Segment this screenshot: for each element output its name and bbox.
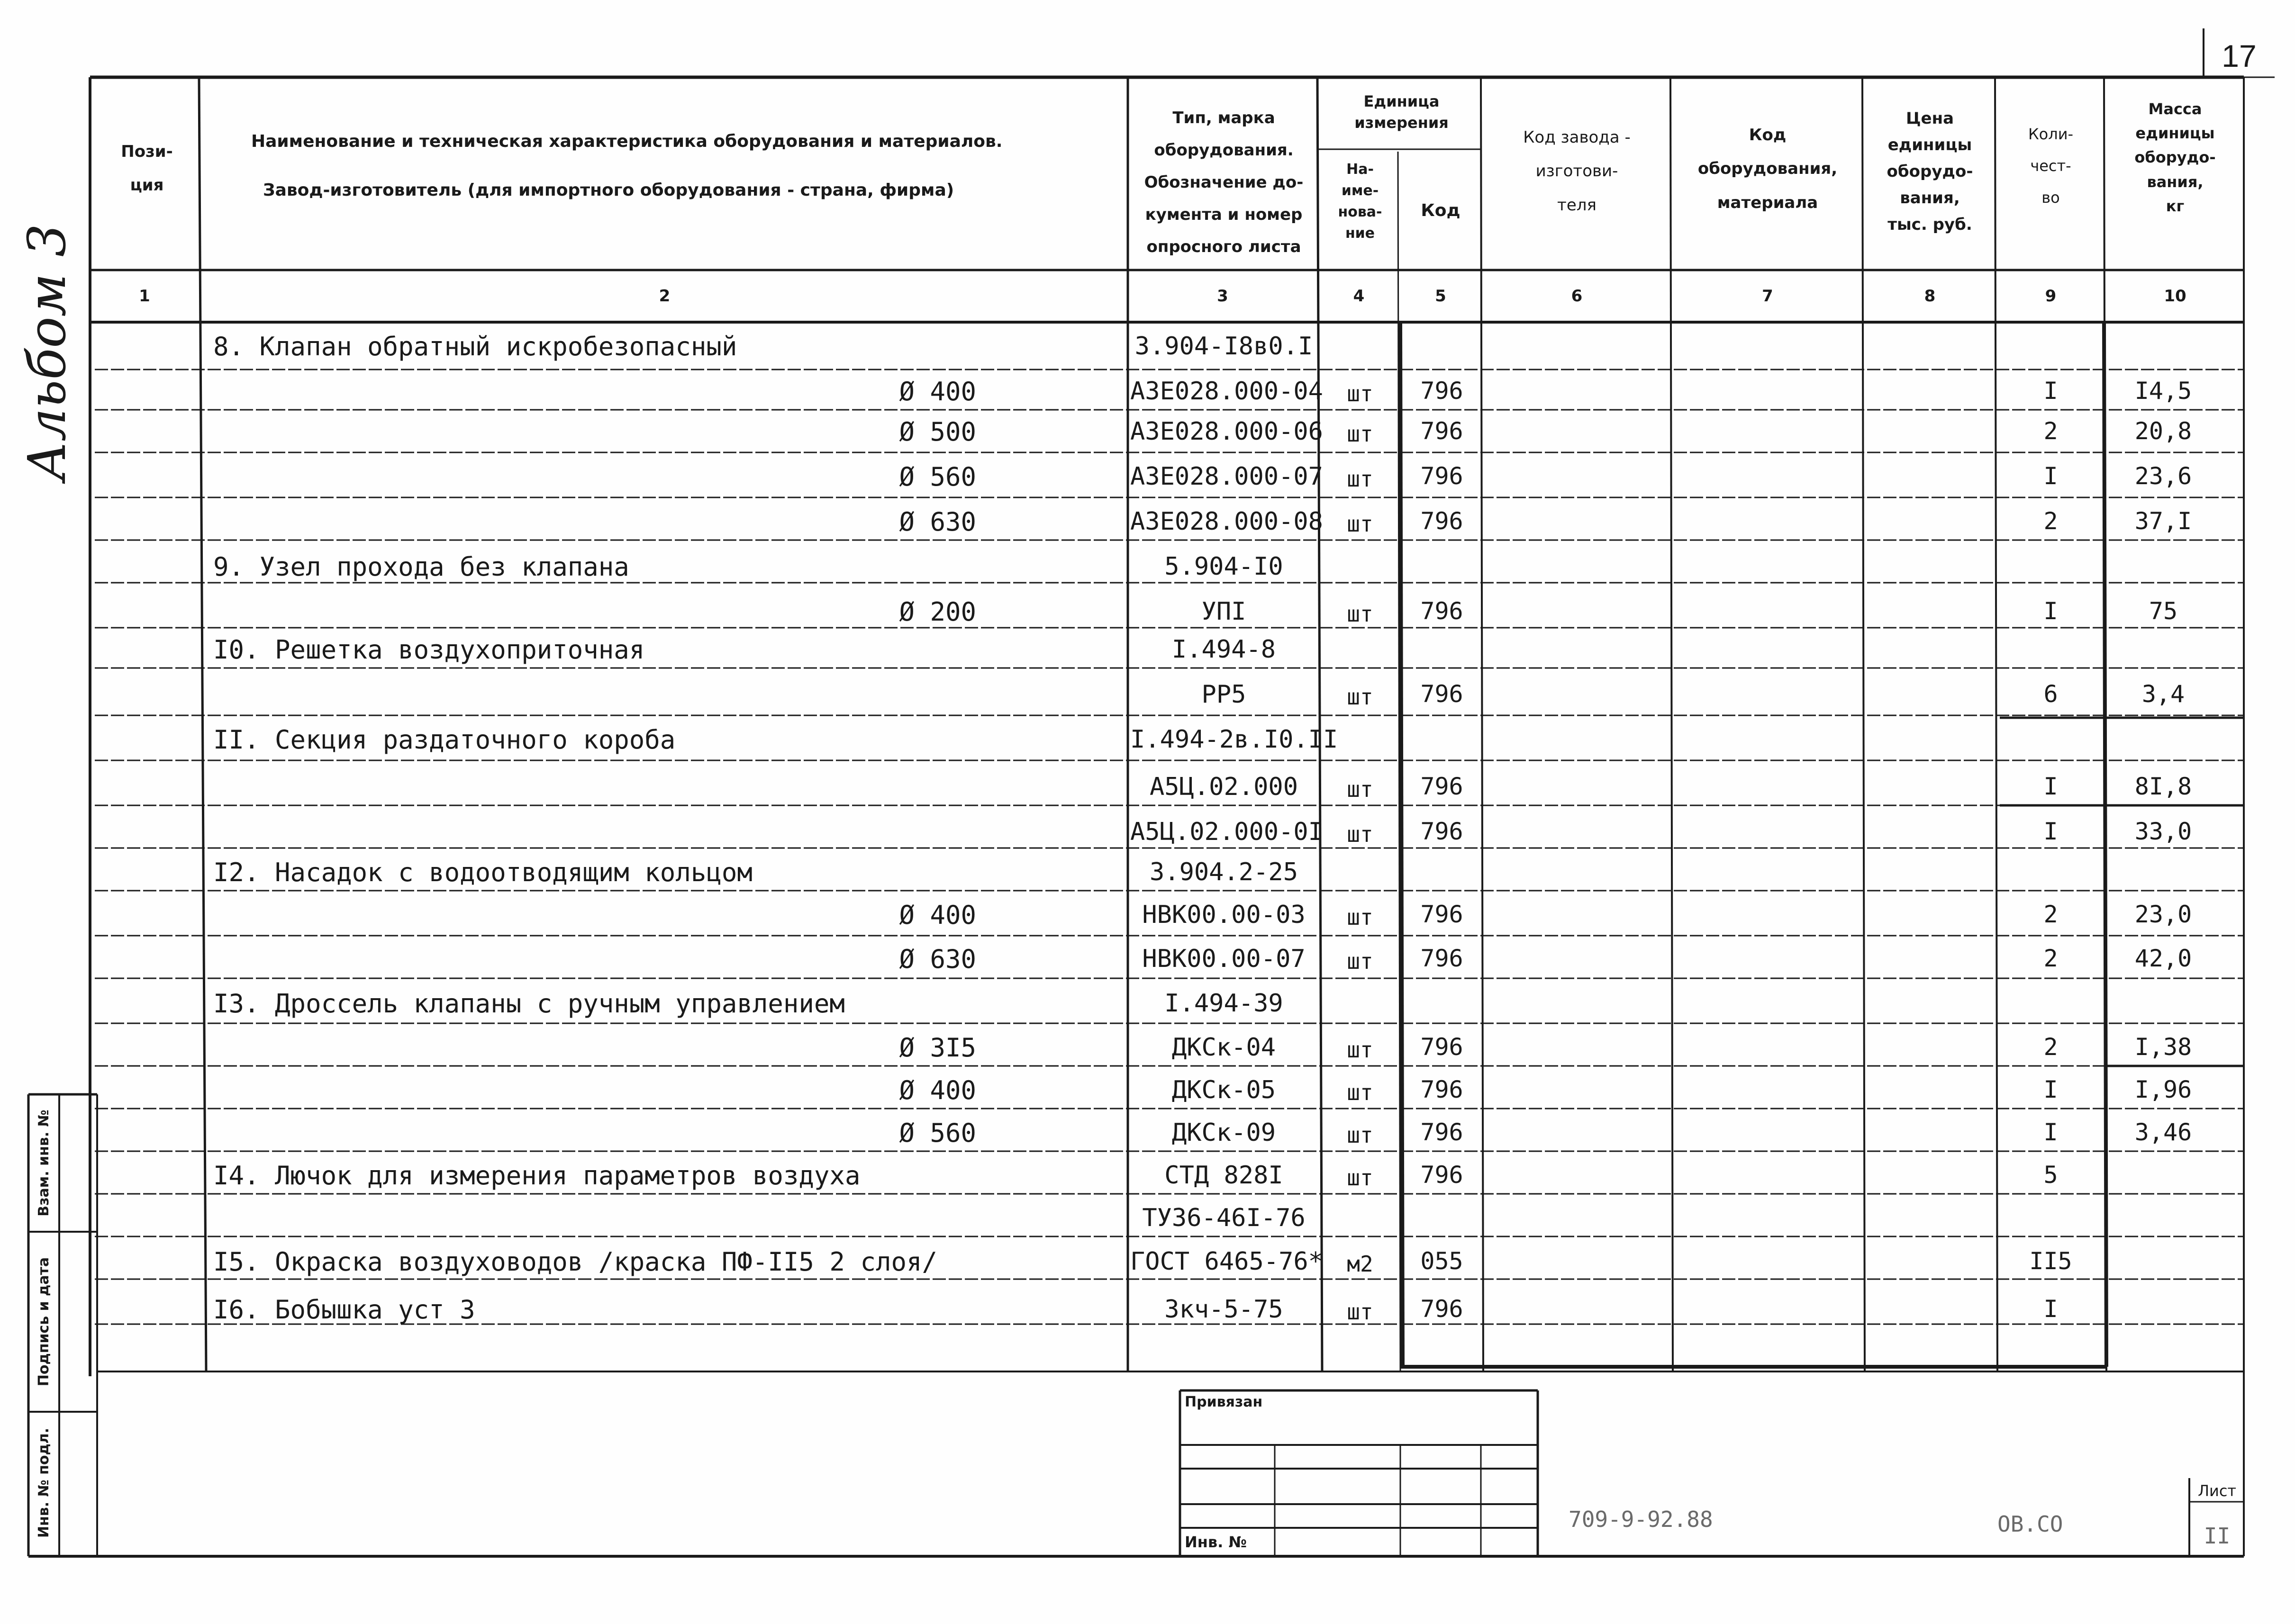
- row-quantity: I: [2043, 773, 2058, 800]
- row-unit-name: шт: [1347, 511, 1373, 537]
- row-diameter: Ø 560: [899, 1118, 976, 1148]
- title-block-doc-code: 709-9-92.88: [1569, 1507, 1713, 1532]
- row-type-mark: НВК00.00-03: [1142, 901, 1306, 929]
- row-unit-code: 796: [1420, 462, 1463, 490]
- row-type-mark: 3.904-I8в0.I: [1134, 332, 1313, 361]
- row-unit-code: 796: [1420, 901, 1463, 928]
- header-name-line1: Наименование и техническая характеристика оборудования и материалов.: [251, 132, 1003, 151]
- row-diameter: Ø 630: [899, 507, 976, 537]
- row-unit-mass: 23,6: [2134, 462, 2192, 490]
- row-diameter: Ø 400: [899, 900, 976, 930]
- col-number-5: 5: [1435, 287, 1446, 306]
- col-number-3: 3: [1217, 287, 1228, 306]
- row-diameter: Ø 400: [899, 1075, 976, 1105]
- row-type-mark: А5Ц.02.000-0I: [1130, 818, 1323, 846]
- row-quantity: I: [2043, 462, 2058, 490]
- row-unit-code: 796: [1420, 1076, 1463, 1103]
- row-quantity: 2: [2043, 901, 2058, 928]
- row-quantity: 6: [2043, 680, 2058, 708]
- row-unit-name: шт: [1347, 1165, 1373, 1191]
- title-block-section: ОВ.СО: [1997, 1511, 2063, 1537]
- row-unit-mass: I,38: [2134, 1033, 2192, 1061]
- row-type-mark: I.494-39: [1164, 989, 1283, 1018]
- album-label: Альбом 3: [17, 224, 77, 481]
- row-unit-code: 796: [1420, 1119, 1463, 1146]
- title-block-inv-label: Инв. №: [1185, 1533, 1247, 1551]
- row-diameter: Ø 500: [899, 417, 976, 447]
- side-stamp-replace-inv: Взам. инв. №: [36, 1110, 52, 1217]
- row-unit-name: шт: [1347, 776, 1373, 802]
- row-type-mark: А3Е028.000-08: [1130, 507, 1323, 536]
- title-block-bound-label: Привязан: [1185, 1394, 1263, 1410]
- row-unit-name: шт: [1347, 948, 1373, 974]
- row-quantity: I: [2043, 597, 2058, 625]
- col-number-4: 4: [1353, 287, 1365, 306]
- row-item-name: I4. Лючок для измерения параметров воздуха: [213, 1161, 861, 1191]
- header-quantity: Коли- чест- во: [2028, 125, 2074, 207]
- col-number-7: 7: [1762, 287, 1773, 306]
- col-number-2: 2: [659, 287, 671, 306]
- row-unit-name: шт: [1347, 684, 1373, 710]
- row-item-name: I0. Решетка воздухоприточная: [213, 635, 645, 665]
- row-unit-mass: 37,I: [2134, 507, 2192, 535]
- title-block-sheet-label: Лист: [2197, 1482, 2237, 1500]
- row-type-mark: А3Е028.000-04: [1130, 377, 1323, 406]
- row-unit-code: 796: [1420, 377, 1463, 405]
- row-unit-mass: 42,0: [2134, 945, 2192, 972]
- row-unit-name: шт: [1347, 821, 1373, 847]
- row-unit-code: 796: [1420, 1033, 1463, 1061]
- row-quantity: 5: [2043, 1161, 2058, 1189]
- row-unit-code: 055: [1420, 1247, 1463, 1275]
- row-item-name: I6. Бобышка уст 3: [213, 1295, 475, 1325]
- title-block-sheet-number: II: [2204, 1523, 2231, 1549]
- row-type-mark: ДКСк-09: [1171, 1119, 1276, 1147]
- row-unit-mass: I4,5: [2134, 377, 2192, 405]
- row-item-name: I2. Насадок с водоотводящим кольцом: [213, 857, 753, 887]
- row-unit-name: шт: [1347, 466, 1373, 492]
- header-equipment-code: Код оборудования, материала: [1697, 126, 1838, 212]
- page-number: 17: [2222, 38, 2257, 73]
- row-type-mark: СТД 828I: [1164, 1161, 1283, 1190]
- row-unit-name: шт: [1347, 1299, 1373, 1325]
- row-unit-name: шт: [1347, 1080, 1373, 1105]
- row-unit-mass: 33,0: [2134, 818, 2192, 845]
- row-unit-name: м2: [1347, 1251, 1373, 1277]
- row-unit-mass: 3,46: [2134, 1119, 2192, 1146]
- row-unit-name: шт: [1347, 601, 1373, 627]
- row-unit-mass: 23,0: [2134, 901, 2192, 928]
- row-item-name: 8. Клапан обратный искробезопасный: [213, 332, 737, 361]
- row-type-mark: РР5: [1201, 680, 1246, 709]
- row-diameter: Ø 200: [899, 597, 976, 627]
- row-unit-name: шт: [1347, 904, 1373, 930]
- row-quantity: I: [2043, 377, 2058, 405]
- row-type-mark: 5.904-I0: [1164, 552, 1283, 581]
- row-quantity: I: [2043, 818, 2058, 845]
- row-type-mark: А3Е028.000-07: [1130, 462, 1323, 491]
- row-type-mark: ТУ36-46I-76: [1142, 1204, 1306, 1232]
- header-unit-code: Код: [1421, 201, 1460, 220]
- row-diameter: Ø 630: [899, 944, 976, 974]
- row-unit-code: 796: [1420, 680, 1463, 708]
- header-type: Тип, марка оборудования. Обозначение до- кумента и номер опросного листа: [1144, 108, 1304, 256]
- row-unit-mass: 3,4: [2141, 680, 2185, 708]
- row-unit-code: 796: [1420, 818, 1463, 845]
- header-unit-price: Цена единицы оборудо- вания, тыс. руб.: [1887, 109, 1973, 235]
- row-unit-code: 796: [1420, 597, 1463, 625]
- row-item-name: I3. Дроссель клапаны с ручным управлением: [213, 989, 845, 1019]
- row-type-mark: ГОСТ 6465-76*: [1130, 1247, 1323, 1276]
- row-type-mark: 3кч-5-75: [1164, 1295, 1283, 1324]
- row-type-mark: ДКСк-05: [1171, 1076, 1276, 1104]
- side-stamp-inv-original: Инв. № подл.: [36, 1427, 52, 1538]
- header-unit-mass: Масса единицы оборудо- вания, кг: [2134, 100, 2216, 215]
- row-unit-code: 796: [1420, 773, 1463, 800]
- col-number-10: 10: [2164, 287, 2186, 306]
- row-item-name: I5. Окраска воздуховодов /краска ПФ-II5 2 слоя/: [213, 1247, 938, 1277]
- row-type-mark: А5Ц.02.000: [1149, 773, 1298, 801]
- row-unit-code: 796: [1420, 1295, 1463, 1323]
- row-item-name: 9. Узел прохода без клапана: [213, 552, 629, 582]
- row-diameter: Ø 560: [899, 462, 976, 492]
- row-unit-name: шт: [1347, 1037, 1373, 1063]
- row-unit-code: 796: [1420, 945, 1463, 972]
- row-type-mark: I.494-8: [1171, 635, 1276, 664]
- row-type-mark: УПI: [1201, 597, 1246, 626]
- row-type-mark: 3.904.2-25: [1149, 858, 1298, 886]
- row-quantity: 2: [2043, 417, 2058, 445]
- row-type-mark: НВК00.00-07: [1142, 945, 1306, 973]
- col-number-9: 9: [2045, 287, 2057, 306]
- row-diameter: Ø 400: [899, 377, 976, 406]
- header-unit-group: Единица измерения: [1354, 92, 1449, 132]
- header-name-line2: Завод-изготовитель (для импортного оборудования - страна, фирма): [263, 180, 954, 200]
- row-quantity: II5: [2029, 1247, 2072, 1275]
- row-type-mark: ДКСк-04: [1171, 1033, 1276, 1062]
- row-diameter: Ø 3I5: [899, 1033, 976, 1063]
- row-unit-name: шт: [1347, 1122, 1373, 1148]
- row-type-mark: А3Е028.000-06: [1130, 417, 1323, 446]
- header-position: Пози- ция: [121, 142, 173, 195]
- row-unit-mass: I,96: [2134, 1076, 2192, 1103]
- row-quantity: 2: [2043, 1033, 2058, 1061]
- row-quantity: I: [2043, 1119, 2058, 1146]
- row-unit-mass: 75: [2149, 597, 2178, 625]
- row-type-mark: I.494-2в.I0.II: [1130, 725, 1338, 754]
- row-unit-code: 796: [1420, 417, 1463, 445]
- row-item-name: II. Секция раздаточного короба: [213, 725, 676, 755]
- header-unit-name: На- име- нова- ние: [1338, 161, 1382, 242]
- row-unit-code: 796: [1420, 507, 1463, 535]
- row-unit-mass: 20,8: [2134, 417, 2192, 445]
- row-unit-name: шт: [1347, 421, 1373, 447]
- row-quantity: I: [2043, 1076, 2058, 1103]
- header-factory-code: Код завода - изготови- теля: [1523, 128, 1631, 215]
- col-number-6: 6: [1571, 287, 1583, 306]
- row-quantity: 2: [2043, 945, 2058, 972]
- col-number-8: 8: [1924, 287, 1936, 306]
- row-unit-code: 796: [1420, 1161, 1463, 1189]
- row-unit-mass: 8I,8: [2134, 773, 2192, 800]
- col-number-1: 1: [139, 287, 150, 306]
- row-unit-name: шт: [1347, 381, 1373, 406]
- side-stamp-signature-date: Подпись и дата: [36, 1257, 52, 1387]
- row-quantity: 2: [2043, 507, 2058, 535]
- row-quantity: I: [2043, 1295, 2058, 1323]
